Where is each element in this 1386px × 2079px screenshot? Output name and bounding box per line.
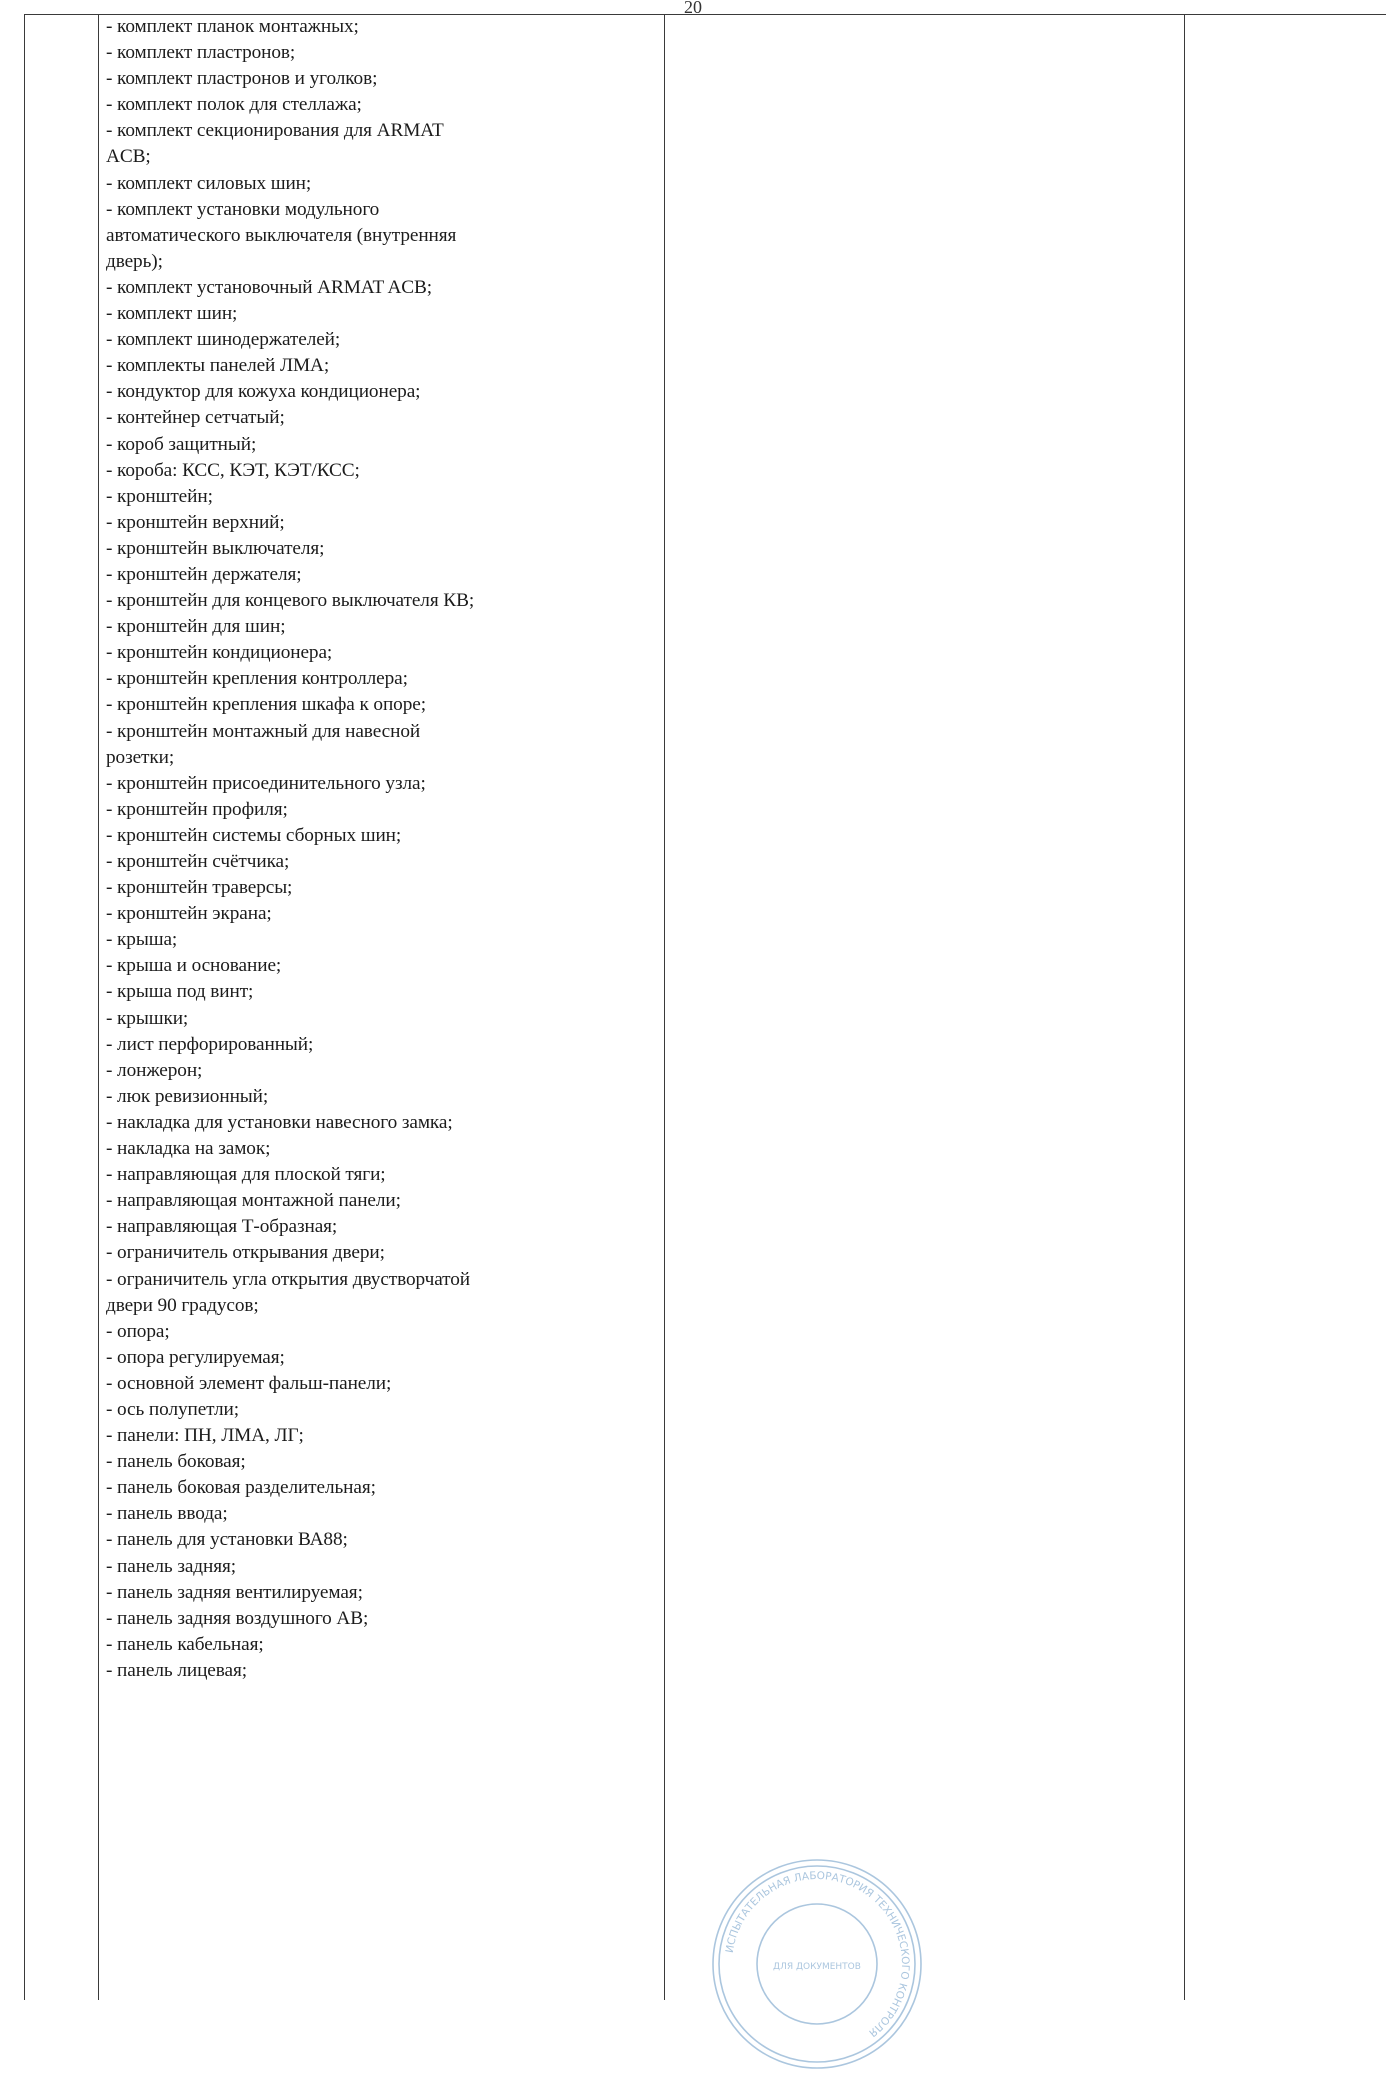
list-item: - кронштейн верхний; xyxy=(106,511,285,533)
list-item: - комплект полок для стеллажа; xyxy=(106,94,362,116)
list-item: - кронштейн счётчика; xyxy=(106,851,290,872)
list-item: - направляющая Т-образная; xyxy=(106,1216,338,1238)
list-item: - панели: ПН, ЛМА, ЛГ; xyxy=(106,1425,304,1447)
table-border-left xyxy=(24,15,25,2000)
table-divider-1 xyxy=(98,15,99,2000)
list-item: - кондуктор для кожуха кондиционера; xyxy=(106,381,421,403)
list-item: - кронштейн присоединительного узла; xyxy=(106,772,426,794)
list-item: - комплект установочный ARMAT ACB; xyxy=(106,276,433,298)
list-item: - комплект секционирования для ARMAT xyxy=(106,120,444,142)
list-item: - лонжерон; xyxy=(106,1059,203,1081)
list-item: - опора; xyxy=(106,1320,170,1342)
list-item: - люк ревизионный; xyxy=(106,1085,269,1107)
list-item: розетки; xyxy=(106,746,175,768)
list-item: - комплект силовых шин; xyxy=(106,172,312,194)
list-item: - комплект шинодержателей; xyxy=(106,329,341,351)
list-item: - панель боковая разделительная; xyxy=(106,1477,376,1499)
list-item: - основной элемент фальш-панели; xyxy=(106,1372,392,1394)
list-item: - накладка на замок; xyxy=(106,1138,271,1160)
list-item: - комплект пластронов и уголков; xyxy=(106,68,378,90)
list-item: - лист перфорированный; xyxy=(106,1033,314,1055)
list-item: - панель лицевая; xyxy=(106,1659,247,1681)
list-item: - опора регулируемая; xyxy=(106,1346,285,1368)
list-item: двери 90 градусов; xyxy=(106,1294,259,1316)
list-item: - кронштейн монтажный для навесной xyxy=(106,720,421,742)
list-item: - ось полупетли; xyxy=(106,1398,240,1420)
page-number: 20 xyxy=(684,0,702,17)
list-item: - кронштейн держателя; xyxy=(106,563,302,585)
list-item: - ограничитель угла открытия двустворчатой xyxy=(106,1268,470,1290)
list-item: - короба: КСС, КЭТ, КЭТ/КСС; xyxy=(106,459,360,481)
list-item: - комплект планок монтажных; xyxy=(106,16,359,37)
list-item: - кронштейн кондиционера; xyxy=(106,642,333,664)
list-item: - панель задняя воздушного АВ; xyxy=(106,1607,369,1629)
item-list xyxy=(106,14,661,1684)
list-item: - панель задняя вентилируемая; xyxy=(106,1581,363,1603)
list-item: - направляющая для плоской тяги; xyxy=(106,1164,386,1186)
list-item: - комплект пластронов; xyxy=(106,42,296,64)
list-item: - кронштейн системы сборных шин; xyxy=(106,824,402,846)
list-item: - комплекты панелей ЛМА; xyxy=(106,355,330,377)
list-item: - кронштейн для концевого выключателя КВ; xyxy=(106,590,475,612)
list-item: - панель кабельная; xyxy=(106,1633,264,1655)
organization-stamp xyxy=(702,1849,932,2079)
stamp-outer-text: ИСПЫТАТЕЛЬНАЯ ЛАБОРАТОРИЯ ТЕХНИЧЕСКОГО КОНТРОЛЯ xyxy=(723,1869,912,2039)
list-item: - панель для установки ВА88; xyxy=(106,1529,348,1551)
list-item: ACB; xyxy=(106,146,151,168)
list-item: - кронштейн экрана; xyxy=(106,903,272,925)
list-item: - кронштейн; xyxy=(106,485,213,507)
list-item: - ограничитель открывания двери; xyxy=(106,1242,385,1264)
list-item: - контейнер сетчатый; xyxy=(106,407,285,429)
stamp-center-text: ДЛЯ ДОКУМЕНТОВ xyxy=(773,1962,861,1972)
list-item: автоматического выключателя (внутренняя xyxy=(106,224,457,246)
list-item: - панель ввода; xyxy=(106,1503,228,1525)
list-item: - направляющая монтажной панели; xyxy=(106,1190,401,1212)
list-item: - кронштейн крепления шкафа к опоре; xyxy=(106,694,426,716)
list-item: - накладка для установки навесного замка; xyxy=(106,1111,453,1133)
list-item: - панель боковая; xyxy=(106,1451,246,1473)
list-item: - короб защитный; xyxy=(106,433,257,455)
table-divider-3 xyxy=(1184,15,1185,2000)
list-item: - кронштейн крепления контроллера; xyxy=(106,668,408,690)
list-item: - кронштейн выключателя; xyxy=(106,537,325,559)
list-item: - комплект шин; xyxy=(106,303,238,325)
list-item: - кронштейн для шин; xyxy=(106,616,286,638)
list-item: дверь); xyxy=(106,250,163,272)
list-item: - комплект установки модульного xyxy=(106,198,380,220)
list-item: - панель задняя; xyxy=(106,1555,237,1577)
list-item: - крыша и основание; xyxy=(106,955,282,977)
list-item: - кронштейн траверсы; xyxy=(106,877,293,899)
table-divider-2 xyxy=(664,15,665,2000)
list-item: - крыша; xyxy=(106,929,178,951)
list-item: - крышки; xyxy=(106,1007,189,1029)
list-item: - крыша под винт; xyxy=(106,981,254,1003)
list-item: - кронштейн профиля; xyxy=(106,798,288,820)
